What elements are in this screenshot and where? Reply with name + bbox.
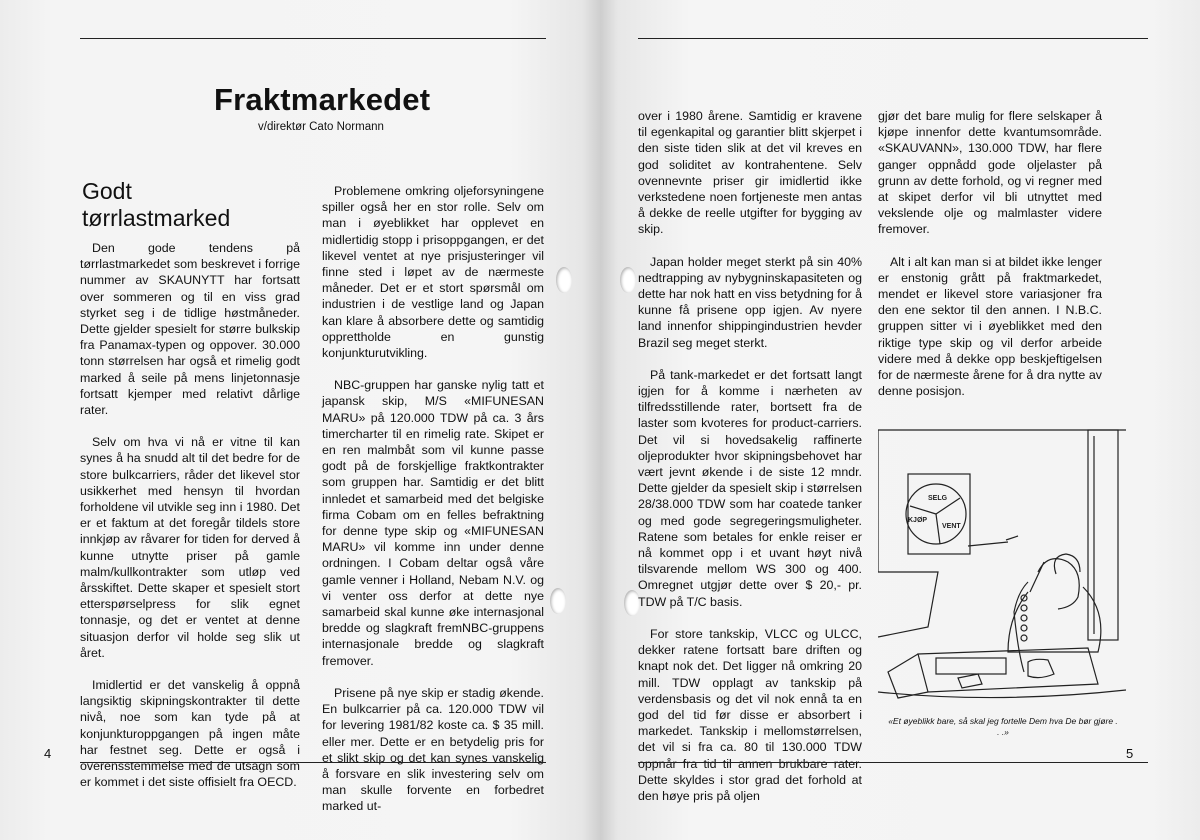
right-column-2 [878, 108, 1102, 415]
left-column-2 [322, 183, 544, 831]
binding-hole [556, 267, 572, 293]
page-number: 5 [1126, 746, 1134, 761]
paragraph: Problemene omkring oljeforsyningene spiller også her en stor rolle. Selv om man i øyeblikket har opplevet en midlertidig stopp i prisoppgangen, er det likevel ventet at nye prisjusteringer vil finne sted i løpet av de nærmeste måneder. Det er et stort spørsmål om industrien i de vestlige land og Japan kan klare å absorbere dette og samtidig opprettholde en gunstig konjunkturutvikling. [322, 184, 544, 361]
paragraph: Selv om hva vi nå er vitne til kan synes å ha snudd alt til det bedre for de store bulkcarriers, råder det likevel stor usikkerhet med hensyn til hvordan forholdene vil utvikle seg inn i 1980. Det er et faktum at det foregår tildels store innkjøp av råvarer for tiden for derved å kunne utnytte priser på gamle malm/kullkontrakter som utløp ved årsskiftet. Dette skaper et spesielt stort etterspørselpress for slik egnet tonnasje, og det er ventet at denne situasjon derfor vil holde seg slik ut året. [80, 435, 300, 660]
paragraph: Alt i alt kan man si at bildet ikke lenger er enstonig grått på fraktmarkedet, mendet er likevel store variasjoner fra den ene sektor til den annen. I N.B.C. gruppen sitter vi i øyeblikket med den riktige type skip og vil derfor arbeide videre med å dekke opp beskjeftigelsen for de nærmeste årene for å dra nytte av denne posisjon. [878, 254, 1102, 399]
paragraph: Imidlertid er det vanskelig å oppnå langsiktig skipningskontrakter til dette nivå, noe som kan tyde på at konjunkturoppgangen på ingen måte har festnet seg. Dette er også i overensstemmelse med de utsagn som er kommet i det siste offisielt fra OECD. [80, 678, 300, 790]
top-rule [80, 38, 546, 39]
section-subheading: Godt tørrlastmarked [82, 178, 231, 231]
paragraph: For store tankskip, VLCC og ULCC, dekker ratene fortsatt bare driften og knapt nok det. Det ligger nå omkring 20 mill. TDW opplagt av tankskip på verdensbasis og det vil nok ennå ta en god del tid før disse er absorbert i markedet. Tankskip i mellomstørrelsen, det vil si fra ca. 80 til 130.000 TDW oppnår fra tid til annen brukbare rater. Dette skyldes i stor grad det forhold at den høye pris på oljen [638, 626, 862, 803]
paragraph: På tank-markedet er det fortsatt langt igjen for å komme i nærheten av tilfredsstillende rater, bortsett fra de laster som kvoteres for product-carriers. Det vil si hovedsakelig raffinerte oljeprodukter hvor skipningsbehovet har vært jevnt økende i de siste 12 mndr. Dette gjelder da spesielt skip i størrelsen 28/38.000 TDW som har coatede tanker og med gode segregeringsmuligheter. Ratene som betales for enkle reiser er nå kommet opp i et uvant høyt nivå tilsvarende mellom WS 300 og 400. Omregnet utgjør dette over $ 20,- pr. TDW på T/C basis. [638, 367, 862, 609]
pie-label: VENT [942, 523, 961, 530]
page-number: 4 [44, 746, 52, 761]
paragraph: gjør det bare mulig for flere selskaper å kjøpe innenfor dette kvantumsområde. «SKAUVANN», 130.000 TDW, har flere ganger oppnådd gode oljelaster på grunn av dette forhold, og vi regner med at skipet derfor vil bli utnyttet med vekslende olje og malmlaster videre fremover. [878, 109, 1102, 237]
bottom-rule [638, 762, 1148, 763]
paragraph: over i 1980 årene. Samtidig er kravene til egenkapital og garantier blitt skjerpet i den siste tiden slik at det vil kreves en god soliditet av kontrahentene. Selv ovennevnte priser gir imidlertid ikke verkstedene noen fortjeneste men antas å dekke de reelle utgifter for bygging av skip. [638, 109, 862, 237]
blotter [936, 658, 1006, 674]
top-rule [638, 38, 1148, 39]
right-page [600, 0, 1200, 840]
right-column-1 [638, 108, 862, 820]
paragraph: NBC-gruppen har ganske nylig tatt et japansk skip, M/S «MIFUNESAN MARU» på 120.000 TDW på ca. 3 års timercharter til en rimelig rate. Skipet er en ren malmbåt som vil kunne passe godt på de forskjellige fraktkontrakter som gruppen har. Samtidig er det blitt innledet et samarbeid med det belgiske firma Cobam om en felles befraktning for denne type skip og «MIFUNESAN MARU» vil komme inn under denne ordningen. I Cobam deltar også våre gamle venner i Holland, Nebam N.V. og vi venter oss derfor at dette nye samarbeid skal kunne øke internasjonal bredde og slagkraft fremNBC-gruppens internasjonale bredde og slagkraft fremover. [322, 378, 544, 668]
pie-label: SELG [928, 495, 948, 502]
cartoon-caption: «Et øyeblikk bare, så skal jeg fortelle Dem hva De bør gjøre . . .» [888, 716, 1118, 737]
binding-hole [620, 267, 636, 293]
article-title: Fraktmarkedet [214, 82, 431, 117]
pie-label: KJØP [908, 517, 928, 524]
paragraph: Den gode tendens på tørrlastmarkedet som beskrevet i forrige nummer av SKAUNYTT har fortsatt over sommeren og til en viss grad styrket seg i de tidlige høstmåneder. Dette gjelder spesielt for større bulkskip fra Panamax-typen og oppover. 30.000 tonn størrelsen har også et rimelig godt marked å seile på mens linjetonnasje fortsatt kjemper med relativt dårlige rater. [80, 241, 300, 418]
telephone-icon [1028, 659, 1054, 677]
article-byline: v/direktør Cato Normann [258, 121, 384, 133]
cartoon-illustration [878, 422, 1126, 712]
left-column-1 [80, 240, 300, 807]
bottom-rule [80, 762, 546, 763]
paragraph: Prisene på nye skip er stadig økende. En bulkcarrier på ca. 120.000 TDW vil for levering 1981/82 koste ca. $ 35 mill. eller mer. Dette er en betydelig pris for et slikt skip og det kan synes vanskelig å forsvare en slik investering selv om man skulle forvente en forbedret marked ut- [322, 685, 544, 814]
binding-hole [550, 588, 566, 614]
paragraph: Japan holder meget sterkt på sin 40% nedtrapping av nybygninskapasiteten og dette har nok hatt en viss betydning for å kunne få prisene opp igjen. Av nyere land innenfor shippingindustrien hevder Brazil seg meget sterkt. [638, 254, 862, 350]
